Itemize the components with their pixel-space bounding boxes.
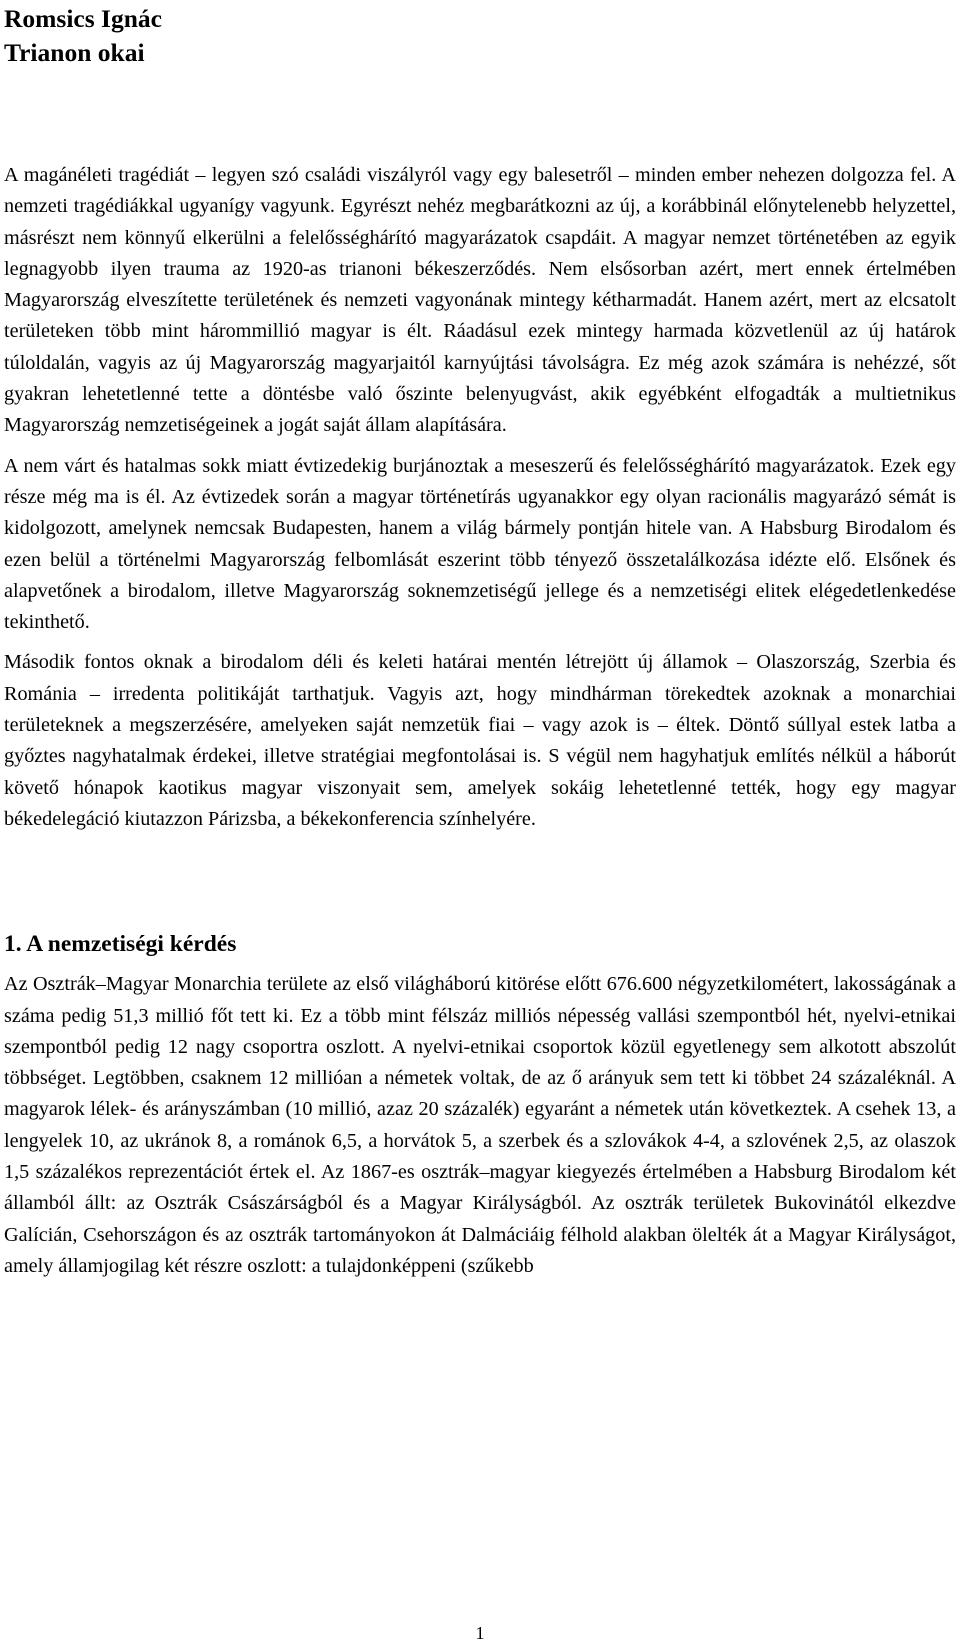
section-heading: 1. A nemzetiségi kérdés [4,931,237,958]
document-header [4,0,956,70]
author-name: Romsics Ignác [4,4,162,33]
section-paragraph: Az Osztrák–Magyar Monarchia területe az első világháború kitörése előtt 676.600 négyzetkilométert, lakosságának a száma pedig 51,3 millió főt tett ki. Ez a több mint félszáz milliós népesség vallási szempontból hét, nyelvi-etnikai szempontból pedig 12 nagy csoportra oszlott. A nyelvi-etnikai csoportok közül egyetlenegy sem alkotott abszolút többséget. Legtöbben, csaknem 12 millióan a németek voltak, de az ő arányuk sem tett ki többet 24 százaléknál. A magyarok lélek- és arányszámban (10 millió, azaz 20 százalék) egyaránt a németek után következtek. A csehek 13, a lengyelek 10, az ukránok 8, a románok 6,5, a horvátok 5, a szerbek és a szlovákok 4-4, a szlovének 2,5, az olaszok 1,5 százalékos reprezentációt értek el. Az 1867-es osztrák–magyar kiegyezés értelmében a Habsburg Birodalom két államból állt: az Osztrák Császárságból és a Magyar Királyságból. Az osztrák területek Bukovinától elkezdve Galícián, Csehországon és az osztrák tartományokon át Dalmáciáig félhold alakban ölelték át a Magyar Királyságot, amely államjogilag két részre oszlott: a tulajdonképpeni (szűkebb [4,973,956,1277]
document-page [4,0,956,1282]
intro-paragraph: A magánéleti tragédiát – legyen szó családi viszályról vagy egy balesetről – minden ember nehezen dolgozza fel. A nemzeti tragédiákkal ugyanígy vagyunk. Egyrészt nehéz megbarátkozni az új, a korábbinál előnytelenebb helyzettel, másrészt nem könnyű elkerülni a felelősséghárító magyarázatok csapdáit. A magyar nemzet történetében az egyik legnagyobb ilyen trauma az 1920-as trianoni békeszerződés. Nem elsősorban azért, mert ennek értelmében Magyarország elveszítette területének és nemzeti vagyonának mintegy kétharmadát. Hanem azért, mert az elcsatolt területeken több mint hárommillió magyar is élt. Ráadásul ezek mintegy harmada közvetlenül az új határok túloldalán, vagyis az új Magyarország magyarjaitól karnyújtási távolságra. Ez még azok számára is nehézzé, sőt gyakran lehetetlenné tette a döntésbe való őszinte belenyugvást, akik egyébként elfogadták a multietnikus Magyarország nemzetiségeinek a jogát saját állam alapítására. [4,164,956,437]
intro-paragraph: A nem várt és hatalmas sokk miatt évtizedekig burjánoztak a meseszerű és felelősséghárító magyarázatok. Ezek egy része még ma is él. Az évtizedek során a magyar történetírás ugyanakkor egy olyan racionális magyarázó sémát is kidolgozott, amelynek nemcsak Budapesten, hanem a világ bármely pontján hitele van. A Habsburg Birodalom és ezen belül a történelmi Magyarország felbomlását eszerint több tényező összetalálkozása idézte elő. Elsőnek és alapvetőnek a birodalom, illetve Magyarország soknemzetiségű jellege és a nemzetiségi elitek elégedetlenkedése tekinthető. [4,454,956,634]
intro-paragraph: Második fontos oknak a birodalom déli és keleti határai mentén létrejött új államok – Olaszország, Szerbia és Románia – irredenta politikáját tarthatjuk. Vagyis azt, hogy mindhárman törekedtek azoknak a monarchiai területeknek a megszerzésére, amelyeken saját nemzetük fiai – vagy azok is – éltek. Döntő súllyal estek latba a győztes nagyhatalmak érdekei, illetve stratégiai megfontolásai is. S végül nem hagyhatjuk említés nélkül a háborút követő hónapok kaotikus magyar viszonyait sem, amelyek sokáig lehetetlenné tették, hogy egy magyar békedelegáció kiutazzon Párizsba, a békekonferencia színhelyére. [4,651,956,830]
page-number: 1 [475,1623,485,1643]
document-title: Trianon okai [4,38,145,67]
